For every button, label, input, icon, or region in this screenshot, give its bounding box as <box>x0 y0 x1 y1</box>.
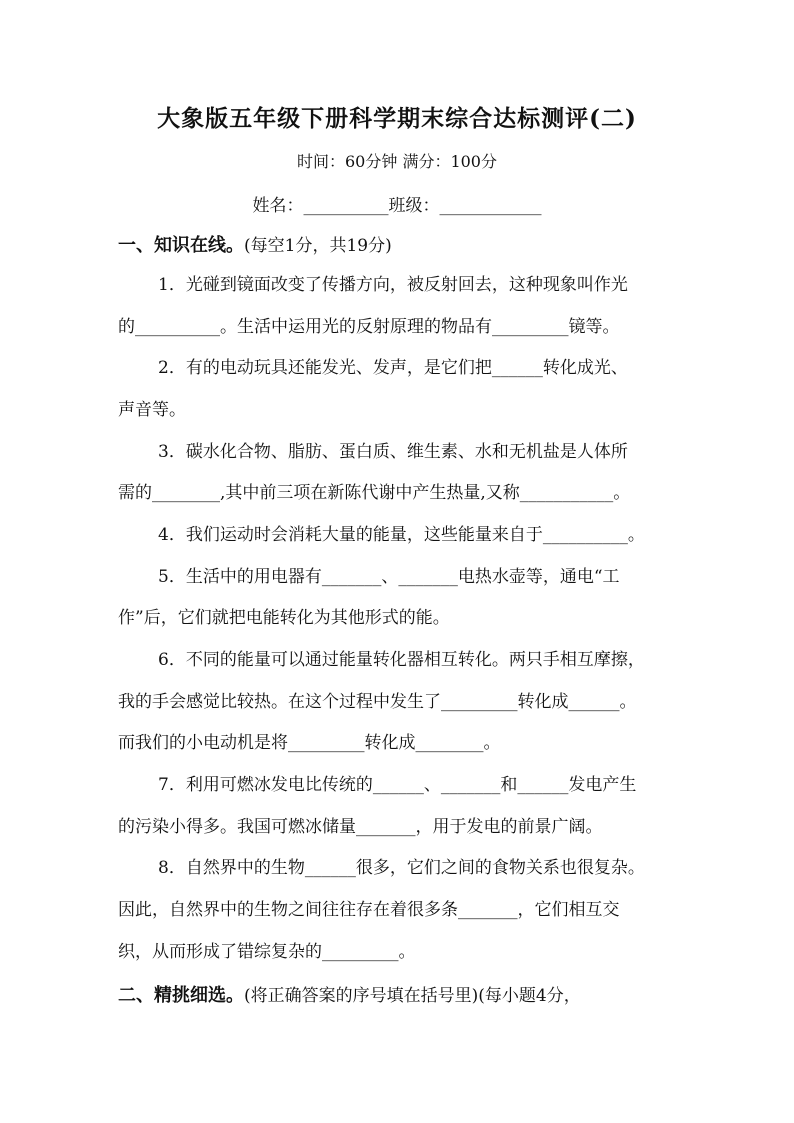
section-2-title: 二、精挑细选。 <box>118 985 244 1006</box>
question-line: 作”后，它们就把电能转化为其他形式的能。 <box>118 608 450 628</box>
section-1-title: 一、知识在线。 <box>118 235 244 256</box>
question-line: 声音等。 <box>118 400 186 420</box>
question-line: 3．碳水化合物、脂肪、蛋白质、维生素、水和无机盐是人体所 <box>158 442 628 462</box>
time-score-info: 时间：60分钟 满分：100分 <box>297 152 497 171</box>
section-1-heading <box>118 231 392 257</box>
question-line: 8．自然界中的生物______很多，它们之间的食物关系也很复杂。 <box>158 858 645 878</box>
question-line: 6．不同的能量可以通过能量转化器相互转化。两只手相互摩擦， <box>158 650 645 670</box>
section-2-note: (将正确答案的序号填在括号里)(每小题4分， <box>244 986 581 1006</box>
question-line: 5．生活中的用电器有_______、_______电热水壶等，通电“工 <box>158 567 620 587</box>
question-line: 2．有的电动玩具还能发光、发声，是它们把______转化成光、 <box>158 358 628 378</box>
section-1-note: (每空1分，共19分) <box>244 236 392 256</box>
question-line: 的污染小得多。我国可燃冰储量_______，用于发电的前景广阔。 <box>118 817 603 837</box>
question-line: 而我们的小电动机是将_________转化成________。 <box>118 733 501 753</box>
question-line: 1．光碰到镜面改变了传播方向，被反射回去，这种现象叫作光 <box>158 275 628 295</box>
question-line: 4．我们运动时会消耗大量的能量，这些能量来自于__________。 <box>158 525 645 545</box>
question-line: 织，从而形成了错综复杂的_________。 <box>118 942 416 962</box>
question-line: 需的________,其中前三项在新陈代谢中产生热量,又称___________。 <box>118 483 631 503</box>
name-class-line: 姓名：__________班级：____________ <box>252 196 542 216</box>
page-title: 大象版五年级下册科学期末综合达标测评(二) <box>157 105 637 132</box>
question-line: 因此，自然界中的生物之间往往存在着很多条_______，它们相互交 <box>118 900 620 920</box>
question-line: 的__________。生活中运用光的反射原理的物品有_________镜等。 <box>118 317 620 337</box>
question-line: 7．利用可燃冰发电比传统的______、_______和______发电产生 <box>158 775 637 795</box>
question-line: 我的手会感觉比较热。在这个过程中发生了_________转化成______。 <box>118 692 637 712</box>
section-2-heading <box>118 981 581 1007</box>
